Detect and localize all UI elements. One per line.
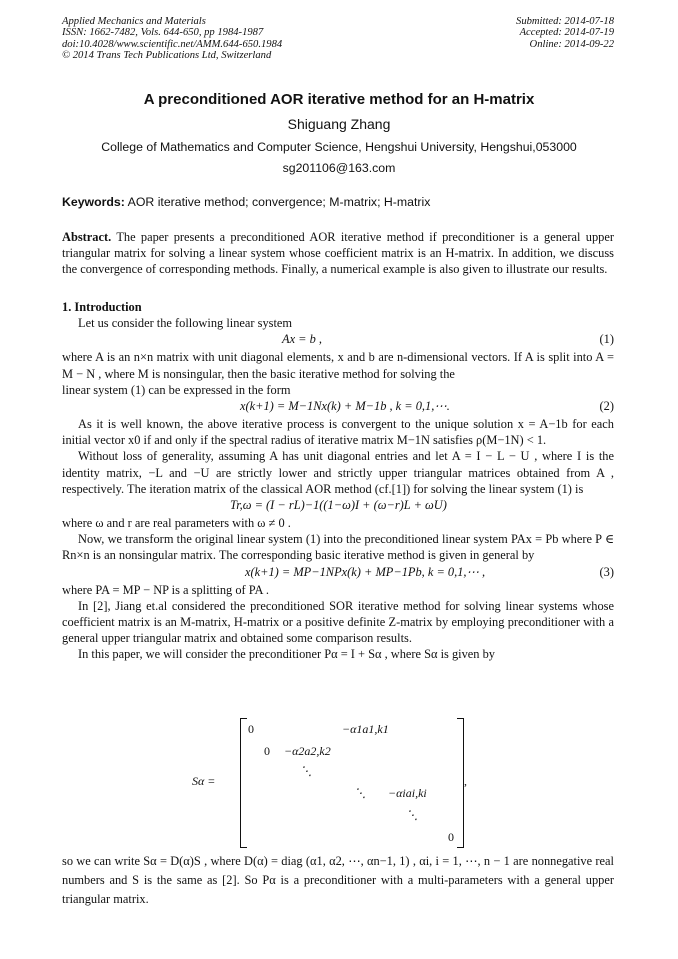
author-name: Shiguang Zhang <box>287 116 391 132</box>
matrix-cell: 0 <box>248 722 254 736</box>
paragraph: linear system (1) can be expressed in the form <box>62 382 291 397</box>
paragraph: In this paper, we will consider the preconditioner Pα = I + Sα , where Sα is given by <box>78 647 495 662</box>
equation-3 <box>62 564 614 582</box>
left-bracket <box>240 718 247 848</box>
matrix-cell: −α2a2,k2 <box>284 744 331 758</box>
doi-line: doi:10.4028/www.scientific.net/AMM.644-650.1984 <box>62 38 283 50</box>
paragraph: where ω and r are real parameters with ω ≠ 0 . <box>62 516 291 531</box>
right-bracket <box>457 718 464 848</box>
journal-info <box>62 16 282 62</box>
equation-text: Ax = b , <box>282 332 323 347</box>
matrix-lhs: Sα = <box>192 774 216 788</box>
submitted-date: Submitted: 2014-07-18 <box>516 16 614 27</box>
online-date: Online: 2014-09-22 <box>529 38 614 50</box>
author-email: sg201106@163.com <box>282 161 396 175</box>
matrix-cell: ⋱ <box>300 764 312 778</box>
matrix-cell: 0 <box>264 744 270 758</box>
equation-text: x(k+1) = M−1Nx(k) + M−1b , k = 0,1,⋯. <box>240 399 450 414</box>
paragraph: where PA = MP − NP is a splitting of PA . <box>62 582 269 597</box>
paragraph: Without loss of generality, assuming A has unit diagonal entries and let A = I − L − U , where I is the identity matrix, −L and −U are strictly lower and strictly upper triangular matrices obtained from A , respectively. The iteration matrix of the classical AOR method (cf.[1]) for solving the linear system (1) is <box>62 449 614 496</box>
equation-2 <box>62 398 614 416</box>
matrix-cell: ⋱ <box>354 786 366 800</box>
matrix-cell: ⋱ <box>406 808 418 822</box>
paragraph: where A is an n×n matrix with unit diagonal elements, x and b are n-dimensional vectors. If A is split into A = M − N , where M is nonsingular, then the basic iterative method for solving the <box>62 350 614 381</box>
issn-line: ISSN: 1662-7482, Vols. 644-650, pp 1984-1987 <box>62 27 264 39</box>
keywords-label: Keywords: <box>62 195 125 209</box>
section-heading: 1. Introduction <box>62 300 142 314</box>
equation-1 <box>62 331 614 349</box>
matrix-cell: −αiai,ki <box>388 786 427 800</box>
abstract <box>62 229 614 278</box>
matrix-cell: −α1a1,k1 <box>342 722 389 736</box>
dates-info <box>516 16 614 50</box>
equation-aor <box>62 497 614 515</box>
paper-title: A preconditioned AOR iterative method for an H-matrix <box>143 91 535 108</box>
accepted-date: Accepted: 2014-07-19 <box>519 27 614 39</box>
copyright-line: © 2014 Trans Tech Publications Ltd, Switzerland <box>62 50 272 62</box>
journal-name: Applied Mechanics and Materials <box>62 16 206 27</box>
matrix-cell: 0 <box>448 830 454 844</box>
abstract-label: Abstract. <box>62 230 112 244</box>
paragraph-last: so we can write Sα = D(α)S , where D(α) = diag (α1, α2, ⋯, αn−1, 1) , αi, i = 1, ⋯, n − 1 are nonnegative real numbers and S is the same as [2]. So Pα is a preconditioner with a multi-parameters with a general upper triangular matrix. <box>62 854 614 906</box>
matrix-tail: , <box>464 774 467 788</box>
equation-number: (1) <box>599 332 614 347</box>
equation-text: x(k+1) = MP−1NPx(k) + MP−1Pb, k = 0,1,⋯ , <box>245 564 486 579</box>
abstract-text: The paper presents a preconditioned AOR iterative method if preconditioner is a general upper triangular matrix for solving a linear system whose coefficient matrix is an H-matrix. In addition, we discuss the convergence of corresponding methods. Finally, a numerical example is also given to illustrate our results. <box>62 230 614 277</box>
keywords <box>62 195 618 209</box>
paragraph: As it is well known, the above iterative process is convergent to the unique solution x = A−1b for each initial vector x0 if and only if the spectral radius of iterative matrix M−1N satisfies ρ(M−1N) < 1. <box>62 417 614 448</box>
keywords-text: AOR iterative method; convergence; M-matrix; H-matrix <box>127 195 431 209</box>
paragraph: Let us consider the following linear system <box>78 316 293 331</box>
affiliation: College of Mathematics and Computer Science, Hengshui University, Hengshui,053000 <box>101 140 577 154</box>
preconditioner-matrix <box>192 718 470 848</box>
paragraph: In [2], Jiang et.al considered the preconditioned SOR iterative method for solving linear systems whose coefficient matrix is an M-matrix, H-matrix or a positive definite Z-matrix by employing preconditioner with a general upper triangular matrix and obtained some comparison results. <box>62 598 614 646</box>
equation-text: Tr,ω = (I − rL)−1((1−ω)I + (ω−r)L + ωU) <box>230 498 447 513</box>
paragraph: Now, we transform the original linear system (1) into the preconditioned linear system PAx = Pb where P ∈ Rn×n is an nonsingular matrix. The corresponding basic iterative method is given in general by <box>62 532 614 563</box>
introduction-top <box>62 299 614 663</box>
equation-number: (3) <box>599 564 614 579</box>
equation-number: (2) <box>599 399 614 414</box>
